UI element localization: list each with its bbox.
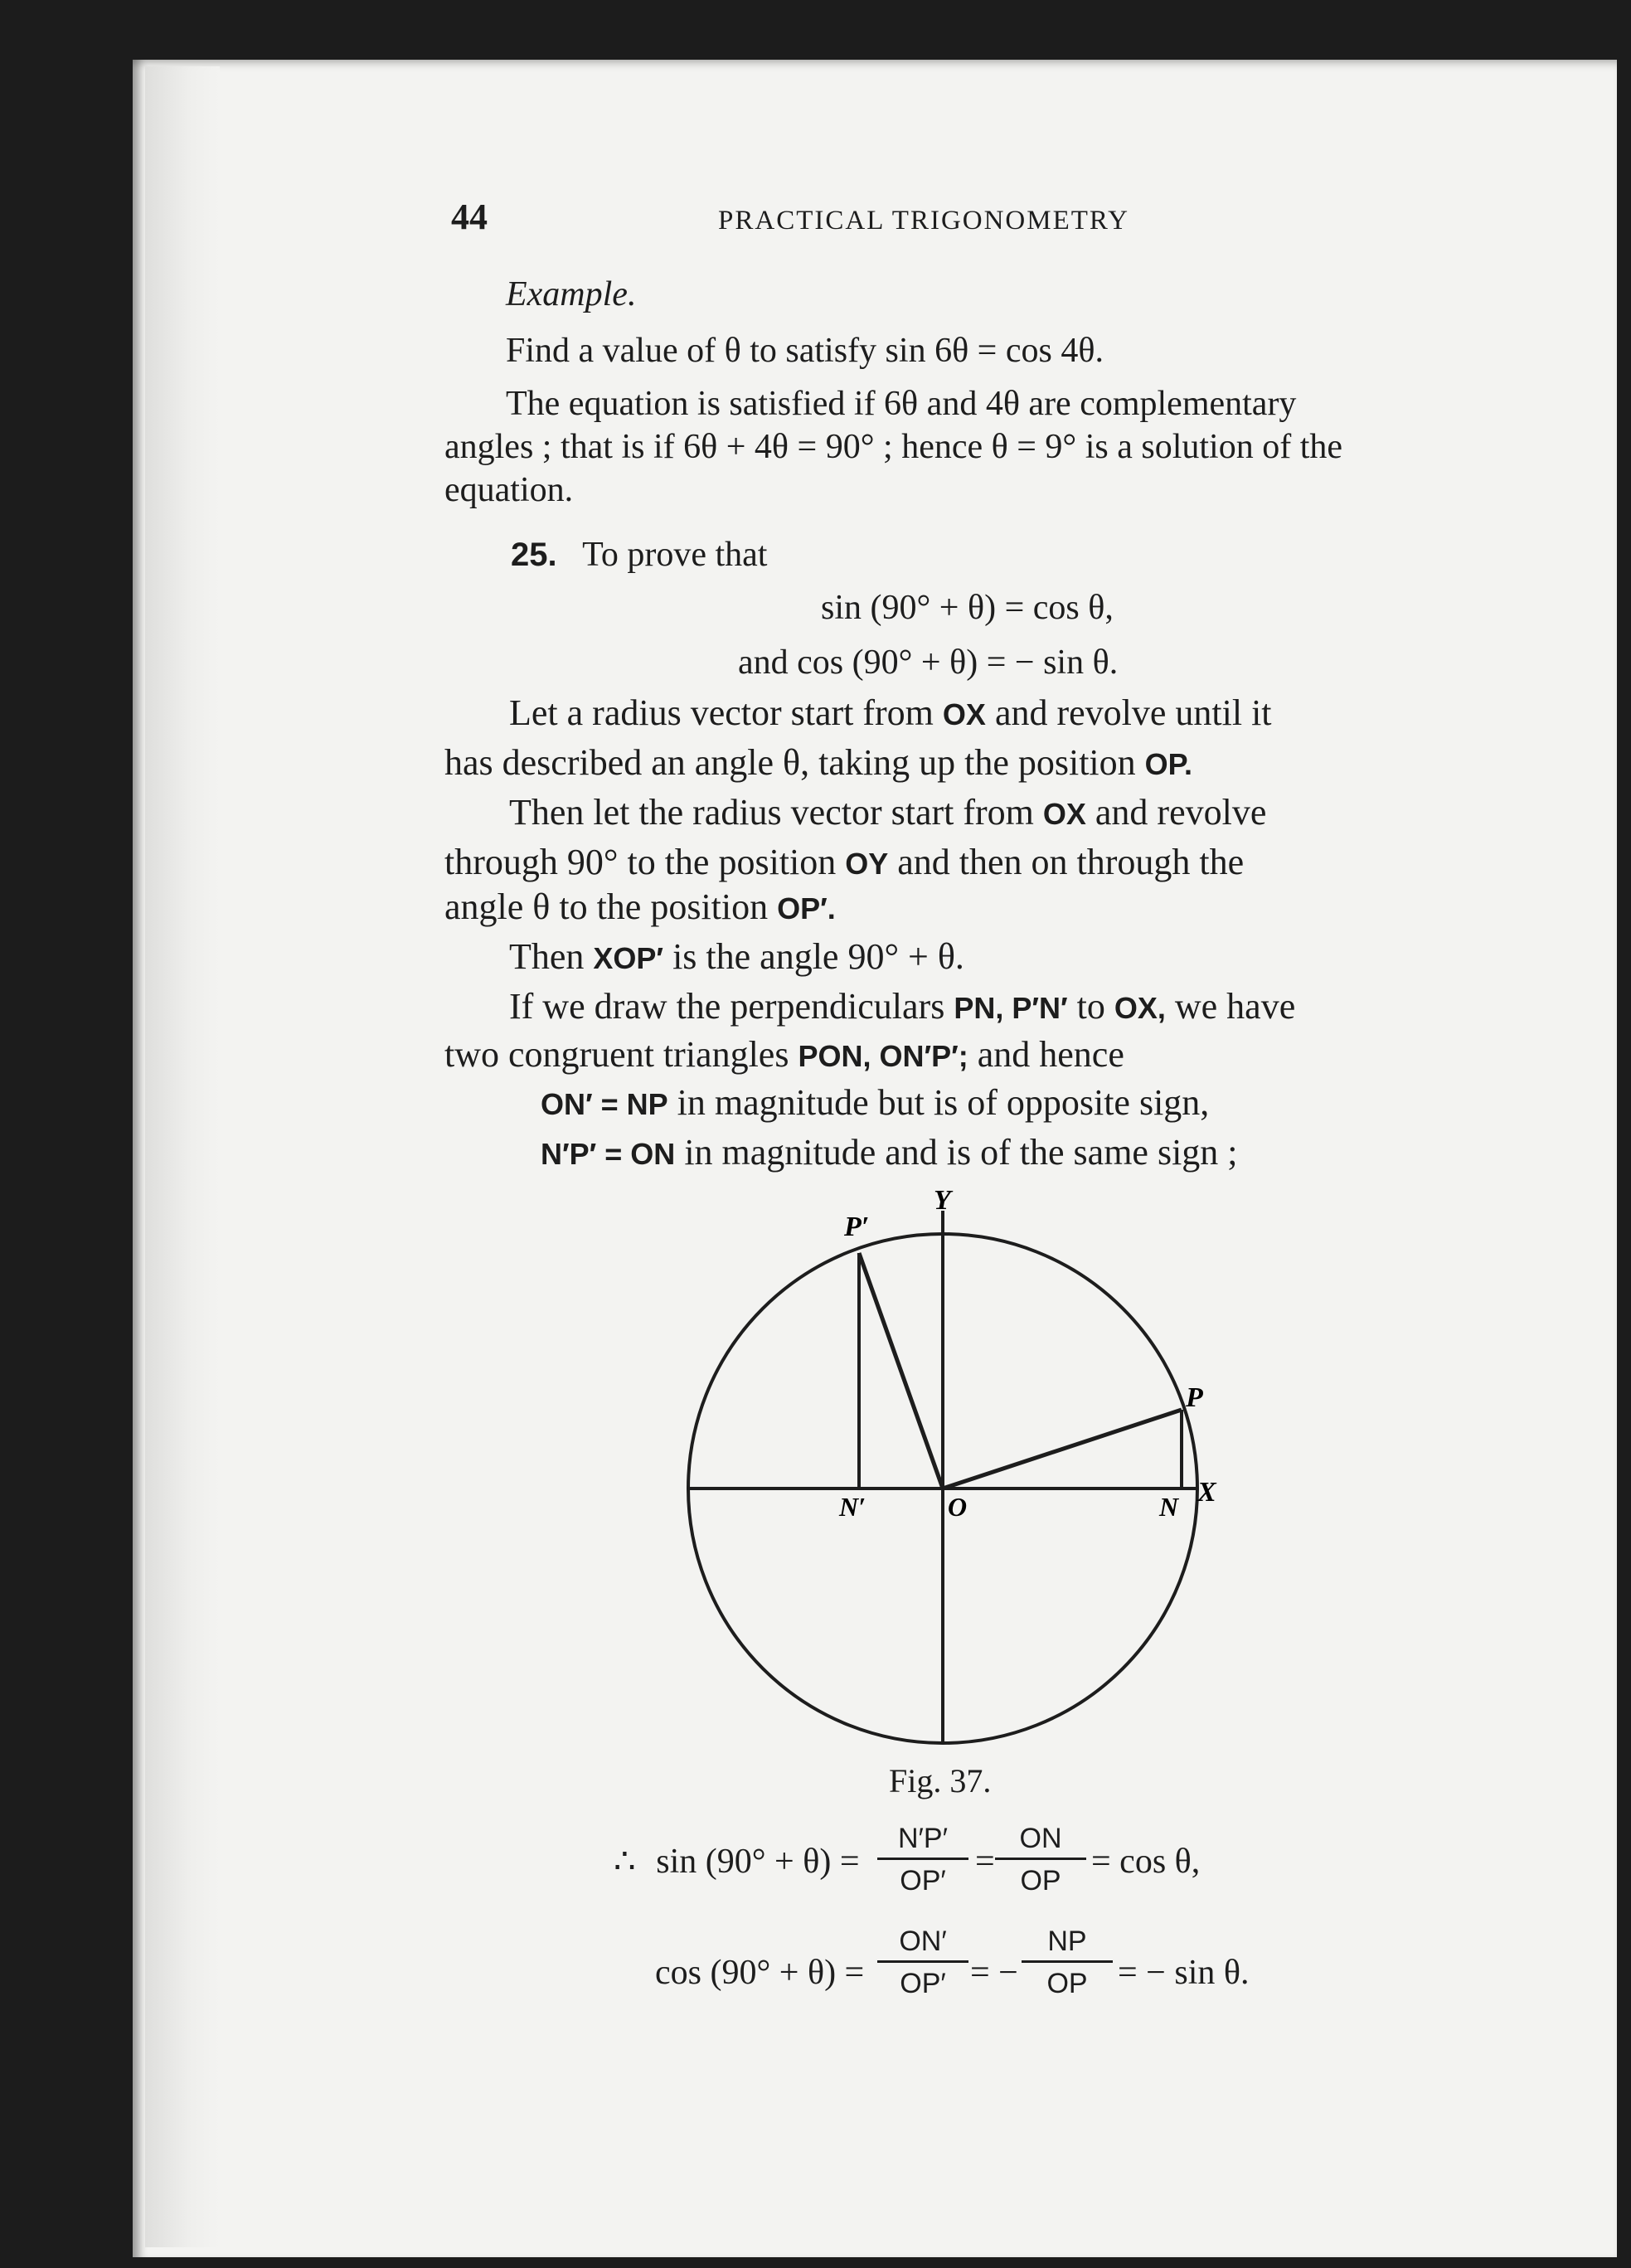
text-run: in magnitude and is of the same sign ; <box>684 1132 1238 1173</box>
text-run: to <box>1076 986 1105 1027</box>
symbol-on-prime: ON′ = NP <box>541 1087 668 1121</box>
figure-37 <box>647 1186 1277 1766</box>
running-title: PRACTICAL TRIGONOMETRY <box>718 206 1129 236</box>
text-run: is the angle 90° + θ. <box>672 936 964 977</box>
denominator: OP′ <box>900 1865 946 1896</box>
example-problem: Find a value of θ to satisfy sin 6θ = cos 4θ. <box>506 332 1104 370</box>
fraction-on-over-op <box>995 1824 1086 1895</box>
text-run: Then let the radius vector start from <box>509 792 1034 833</box>
text-run: in magnitude but is of opposite sign, <box>677 1082 1210 1123</box>
numerator: ON′ <box>877 1927 968 1963</box>
symbol-n-prime-p-prime: N′P′ = ON <box>541 1137 676 1171</box>
equation-2: and cos (90° + θ) = − sin θ. <box>738 643 1119 682</box>
therefore-symbol: ∴ <box>614 1843 636 1881</box>
paragraph-1-line-2 <box>444 742 1193 783</box>
denominator: OP <box>1046 1968 1088 1999</box>
paragraph-3 <box>509 936 964 977</box>
relation-2 <box>541 1134 1238 1171</box>
text-run: Then <box>509 936 585 977</box>
paragraph-2-line-2 <box>444 844 1244 881</box>
conclusion-line-1-eq: = <box>975 1843 995 1881</box>
conclusion-line-2-eq: = − <box>970 1954 1018 1992</box>
label-p: P <box>1186 1382 1203 1413</box>
label-y: Y <box>934 1186 951 1216</box>
conclusion-line-1-rhs: = cos θ, <box>1091 1843 1201 1881</box>
numerator: N′P′ <box>877 1824 968 1860</box>
conclusion-line-2-lhs: cos (90° + θ) = <box>655 1954 865 1992</box>
text-run: two congruent triangles <box>444 1034 789 1075</box>
symbol-triangles: PON, ON′P′; <box>798 1039 968 1073</box>
relation-1 <box>541 1082 1210 1123</box>
text-run: through 90° to the position <box>444 842 837 882</box>
radius-op-prime <box>859 1253 943 1489</box>
symbol-op-prime: OP′. <box>777 891 836 925</box>
text-run: and hence <box>977 1034 1124 1075</box>
radius-op <box>943 1410 1182 1489</box>
example-label: Example. <box>506 275 637 313</box>
section-heading <box>511 537 767 572</box>
label-x: X <box>1197 1477 1216 1508</box>
equation-1: sin (90° + θ) = cos θ, <box>821 589 1114 627</box>
numerator: NP <box>1022 1927 1113 1963</box>
text-run: and then on through the <box>897 842 1245 882</box>
paragraph-1-line-1 <box>509 692 1272 733</box>
fraction-n-prime-p-prime-over-op-prime <box>877 1824 968 1895</box>
paragraph-4-line-2 <box>444 1034 1124 1075</box>
figure-caption: Fig. 37. <box>889 1762 992 1799</box>
text-run: has described an angle θ, taking up the position <box>444 742 1136 783</box>
label-o: O <box>948 1492 968 1522</box>
numerator: ON <box>995 1824 1086 1860</box>
label-n: N <box>1159 1492 1179 1522</box>
denominator: OP′ <box>900 1968 946 1999</box>
paragraph-2-line-3 <box>444 886 836 927</box>
text-run: we have <box>1174 986 1296 1027</box>
example-solution-line3: equation. <box>444 471 574 509</box>
symbol-oy: OY <box>845 847 889 881</box>
fraction-on-prime-over-op-prime <box>877 1927 968 1998</box>
conclusion-line-1-lhs <box>614 1844 860 1879</box>
conclusion-line-2-rhs: = − sin θ. <box>1118 1954 1250 1992</box>
section-number: 25. <box>511 537 557 573</box>
label-p-prime: P′ <box>844 1212 870 1242</box>
paragraph-2-line-1 <box>509 794 1266 831</box>
text-run: If we draw the perpendiculars <box>509 986 945 1027</box>
text-run: sin (90° + θ) = <box>656 1843 860 1881</box>
denominator: OP <box>1020 1865 1061 1896</box>
symbol-ox: OX <box>942 697 986 731</box>
example-solution-line1: The equation is satisfied if 6θ and 4θ are complementary <box>506 385 1297 423</box>
page-gutter <box>145 66 220 2247</box>
page-number: 44 <box>451 197 488 237</box>
example-solution-line2: angles ; that is if 6θ + 4θ = 90° ; hence θ = 9° is a solution of the <box>444 428 1343 466</box>
fraction-np-over-op <box>1022 1927 1113 1998</box>
text-run: angle θ to the position <box>444 886 769 927</box>
symbol-ox: OX <box>1042 797 1086 831</box>
symbol-ox: OX, <box>1114 991 1166 1025</box>
label-n-prime: N′ <box>839 1492 866 1522</box>
paragraph-4-line-1 <box>509 988 1295 1025</box>
symbol-xop-prime: XOP′ <box>593 941 664 975</box>
text-run: and revolve <box>1095 792 1267 833</box>
text-run: and revolve until it <box>994 692 1272 733</box>
text-run: Let a radius vector start from <box>509 692 934 733</box>
symbol-op: OP. <box>1144 747 1193 781</box>
symbol-pn: PN, P′N′ <box>954 991 1068 1025</box>
section-intro: To prove that <box>582 536 768 574</box>
